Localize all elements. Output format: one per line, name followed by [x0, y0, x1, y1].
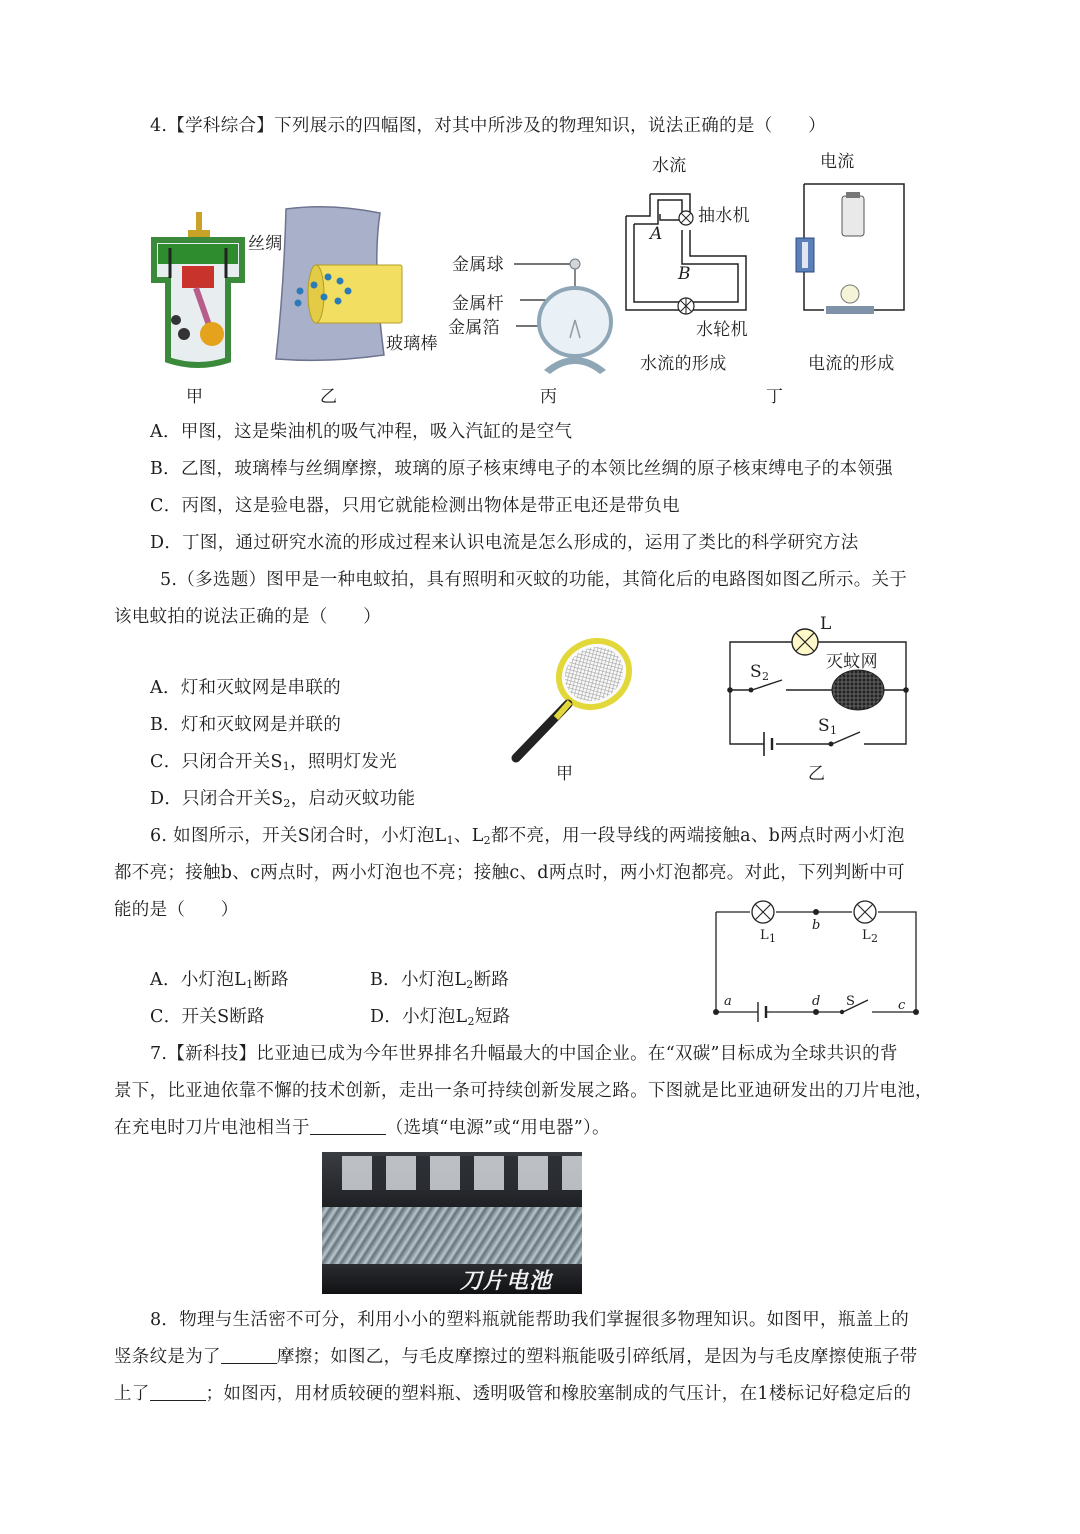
q6-option-c: C．开关S断路 [150, 1007, 265, 1027]
q4-option-d: D．丁图，通过研究水流的形成过程来认识电流是怎么形成的，运用了类比的科学研究方法 [150, 533, 859, 553]
q5-option-d: D．只闭合开关$S_2$，启动灭蚊功能 [150, 789, 416, 810]
q4-option-c: C．丙图，这是验电器，只用它就能检测出物体是带正电还是带负电 [150, 496, 680, 516]
q4-option-b: B．乙图，玻璃棒与丝绸摩擦，玻璃的原子核束缚电子的本领比丝绸的原子核束缚电子的本领强 [150, 459, 893, 479]
q8-line2: 竖条纹是为了 摩擦；如图乙，与毛皮摩擦过的塑料瓶能吸引碎纸屑，是因为与毛皮摩擦使瓶子带 [114, 1347, 918, 1367]
engine-figure [148, 210, 248, 370]
swatter-figure [508, 636, 638, 766]
q5-caption-jia: 甲 [556, 764, 574, 784]
q5-stem-line1: 5.（多选题）图甲是一种电蚊拍，具有照明和灭蚊的功能，其简化后的电路图如图乙所示。关于 [160, 570, 908, 590]
q8-line3: 上了 ；如图丙，用材质较硬的塑料瓶、透明吸管和橡胶塞制成的气压计，在1楼标记好稳定后的 [114, 1384, 912, 1404]
q6-label-c: c [898, 998, 906, 1013]
q6-line1: 6. 如图所示，开关S闭合时，小灯泡$L_1$、$L_2$都不亮，用一段导线的两端接触a、b两点时两小灯泡 [150, 826, 905, 847]
q5-option-c: C．只闭合开关$S_1$，照明灯发光 [150, 752, 397, 773]
q5-caption-yi: 乙 [808, 764, 826, 784]
q7-line3: 在充电时刀片电池相当于 （选填“电源”或“用电器”）。 [114, 1118, 610, 1138]
q4-option-a: A．甲图，这是柴油机的吸气冲程，吸入汽缸的是空气 [150, 422, 573, 442]
current-figure [790, 178, 910, 328]
q4-label-foil: 金属箔 [448, 318, 500, 338]
q6-label-a: a [724, 994, 733, 1009]
q6-line2: 都不亮；接触b、c两点时，两小灯泡也不亮；接触c、d两点时，两小灯泡都亮。对此，下列判断中可 [114, 863, 905, 883]
q6-line3: 能的是（ ） [114, 900, 239, 920]
q7-answer-blank[interactable] [310, 1116, 386, 1135]
blade-battery-logo: 刀片电池 [460, 1269, 553, 1294]
q4-water-b: B [678, 264, 691, 284]
q7-line2: 景下，比亚迪依靠不懈的技术创新，走出一条可持续创新发展之路。下图就是比亚迪研发出的刀片电池， [114, 1081, 933, 1101]
q5-label-s1: $S_1$ [818, 716, 838, 737]
q6-label-b: b [812, 918, 821, 933]
q5-label-lamp: L [820, 614, 832, 634]
blade-battery-photo [322, 1152, 582, 1294]
q8-answer-blank-1[interactable] [221, 1345, 277, 1364]
q5-label-s2: $S_2$ [750, 662, 770, 683]
q4-water-title: 水流 [652, 156, 687, 176]
water-flow-figure [620, 180, 760, 330]
q4-label-silk: 丝绸 [248, 234, 283, 254]
q5-option-a: A．灯和灭蚊网是串联的 [150, 678, 341, 698]
q4-water-caption: 水流的形成 [640, 354, 727, 374]
q4-label-ball: 金属球 [452, 255, 504, 275]
q4-stem: 4.【学科综合】下列展示的四幅图，对其中所涉及的物理知识，说法正确的是（ ） [150, 116, 826, 136]
q4-caption-ding: 丁 [766, 387, 784, 407]
q6-option-b: B．小灯泡$L_2$断路 [370, 970, 510, 991]
q6-label-l1: $L_1$ [760, 928, 777, 945]
q5-label-net: 灭蚊网 [826, 652, 878, 672]
q6-option-d: D．小灯泡$L_2$短路 [370, 1007, 511, 1028]
q4-water-pump: 抽水机 [698, 206, 750, 226]
q4-water-wheel: 水轮机 [696, 320, 748, 340]
silk-rod-figure [270, 205, 400, 365]
q4-current-caption: 电流的形成 [808, 354, 895, 374]
q8-line1: 8．物理与生活密不可分，利用小小的塑料瓶就能帮助我们掌握很多物理知识。如图甲，瓶盖上的 [150, 1310, 910, 1330]
q6-label-s: S [846, 994, 856, 1009]
q7-line1: 7.【新科技】比亚迪已成为今年世界排名升幅最大的中国企业。在“双碳”目标成为全球共识的背 [150, 1044, 898, 1064]
q8-answer-blank-2[interactable] [150, 1382, 206, 1401]
q4-caption-bing: 丙 [540, 387, 558, 407]
q4-caption-jia: 甲 [186, 387, 204, 407]
q4-label-metal-rod: 金属杆 [452, 294, 504, 314]
q6-label-l2: $L_2$ [862, 928, 879, 945]
q6-option-a: A．小灯泡$L_1$断路 [150, 970, 289, 991]
q4-water-a: A [650, 224, 663, 244]
q6-label-d: d [812, 994, 821, 1009]
q4-caption-yi: 乙 [320, 387, 338, 407]
q4-current-title: 电流 [820, 152, 855, 172]
q5-stem-line2: 该电蚊拍的说法正确的是（ ） [114, 607, 381, 627]
q4-label-rod: 玻璃棒 [386, 334, 438, 354]
q5-option-b: B．灯和灭蚊网是并联的 [150, 715, 342, 735]
